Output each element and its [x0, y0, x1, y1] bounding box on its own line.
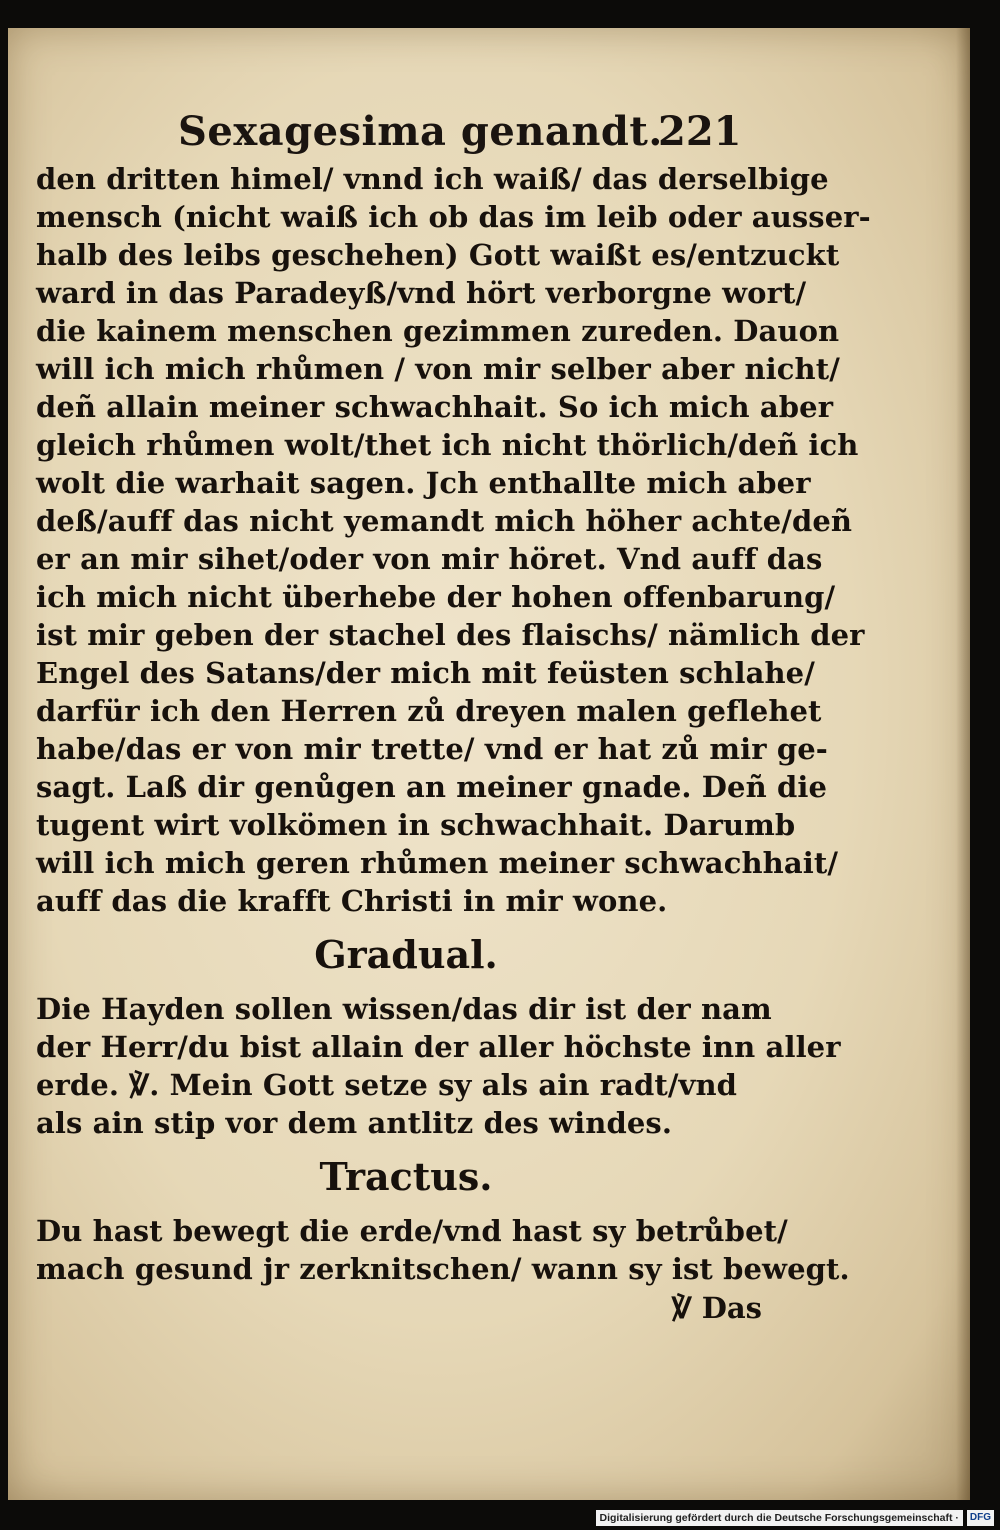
funding-credit: Digitalisierung gefördert durch die Deutsche Forschungsgemeinschaft ·	[596, 1510, 963, 1526]
catchword-line	[36, 1288, 776, 1328]
book-page	[8, 28, 970, 1500]
text-line: ward in das Paradeyß/vnd hört verborgne wort/	[36, 276, 807, 310]
epistle-text	[36, 160, 871, 920]
text-line: Die Hayden sollen wissen/das dir ist der nam	[36, 992, 772, 1026]
text-line: erde. ℣. Mein Gott setze sy als ain radt/vnd	[36, 1068, 738, 1102]
text-line: darfür ich den Herren zů dreyen malen geflehet	[36, 694, 822, 728]
text-line: der Herr/du bist allain der aller höchste inn aller	[36, 1030, 841, 1064]
gradual-text	[36, 990, 841, 1142]
text-line: mach gesund jr zerknitschen/ wann sy ist bewegt.	[36, 1252, 850, 1286]
text-line: mensch (nicht waiß ich ob das im leib oder ausser-	[36, 200, 871, 234]
text-block	[36, 160, 871, 1328]
text-line: als ain stip vor dem antlitz des windes.	[36, 1106, 673, 1140]
text-line: tugent wirt volkömen in schwachhait. Darumb	[36, 808, 796, 842]
text-line: gleich rhůmen wolt/thet ich nicht thörlich/deñ ich	[36, 428, 859, 462]
digitization-footer	[596, 1510, 995, 1526]
text-line: sagt. Laß dir genůgen an meiner gnade. Deñ die	[36, 770, 827, 804]
dfg-logo-icon: DFG	[967, 1510, 994, 1526]
text-line: halb des leibs geschehen) Gott waißt es/entzuckt	[36, 238, 840, 272]
text-line: deñ allain meiner schwachhait. So ich mich aber	[36, 390, 834, 424]
text-line: den dritten himel/ vnnd ich waiß/ das derselbige	[36, 162, 829, 196]
page-edge-shadow	[956, 28, 970, 1500]
tractus-text	[36, 1212, 850, 1288]
page-header	[178, 108, 778, 164]
gradual-heading: Gradual.	[314, 932, 498, 977]
text-line: Du hast bewegt die erde/vnd hast sy betrůbet/	[36, 1214, 788, 1248]
text-line: ist mir geben der stachel des flaischs/ nämlich der	[36, 618, 865, 652]
catchword: ℣ Das	[671, 1291, 762, 1325]
text-line: deß/auff das nicht yemandt mich höher achte/deñ	[36, 504, 853, 538]
text-line: die kainem menschen gezimmen zureden. Dauon	[36, 314, 840, 348]
text-line: auff das die krafft Christi in mir wone.	[36, 884, 668, 918]
running-head: Sexagesima genandt.	[178, 108, 663, 155]
text-line: will ich mich geren rhůmen meiner schwachhait/	[36, 846, 839, 880]
page-number: 221	[658, 108, 742, 155]
text-line: er an mir sihet/oder von mir höret. Vnd auff das	[36, 542, 823, 576]
text-line: ich mich nicht überhebe der hohen offenbarung/	[36, 580, 836, 614]
text-line: will ich mich rhůmen / von mir selber aber nicht/	[36, 352, 840, 386]
tractus-heading: Tractus.	[319, 1154, 493, 1199]
text-line: Engel des Satans/der mich mit feüsten schlahe/	[36, 656, 815, 690]
text-line: habe/das er von mir trette/ vnd er hat zů mir ge-	[36, 732, 828, 766]
text-line: wolt die warhait sagen. Jch enthallte mich aber	[36, 466, 811, 500]
